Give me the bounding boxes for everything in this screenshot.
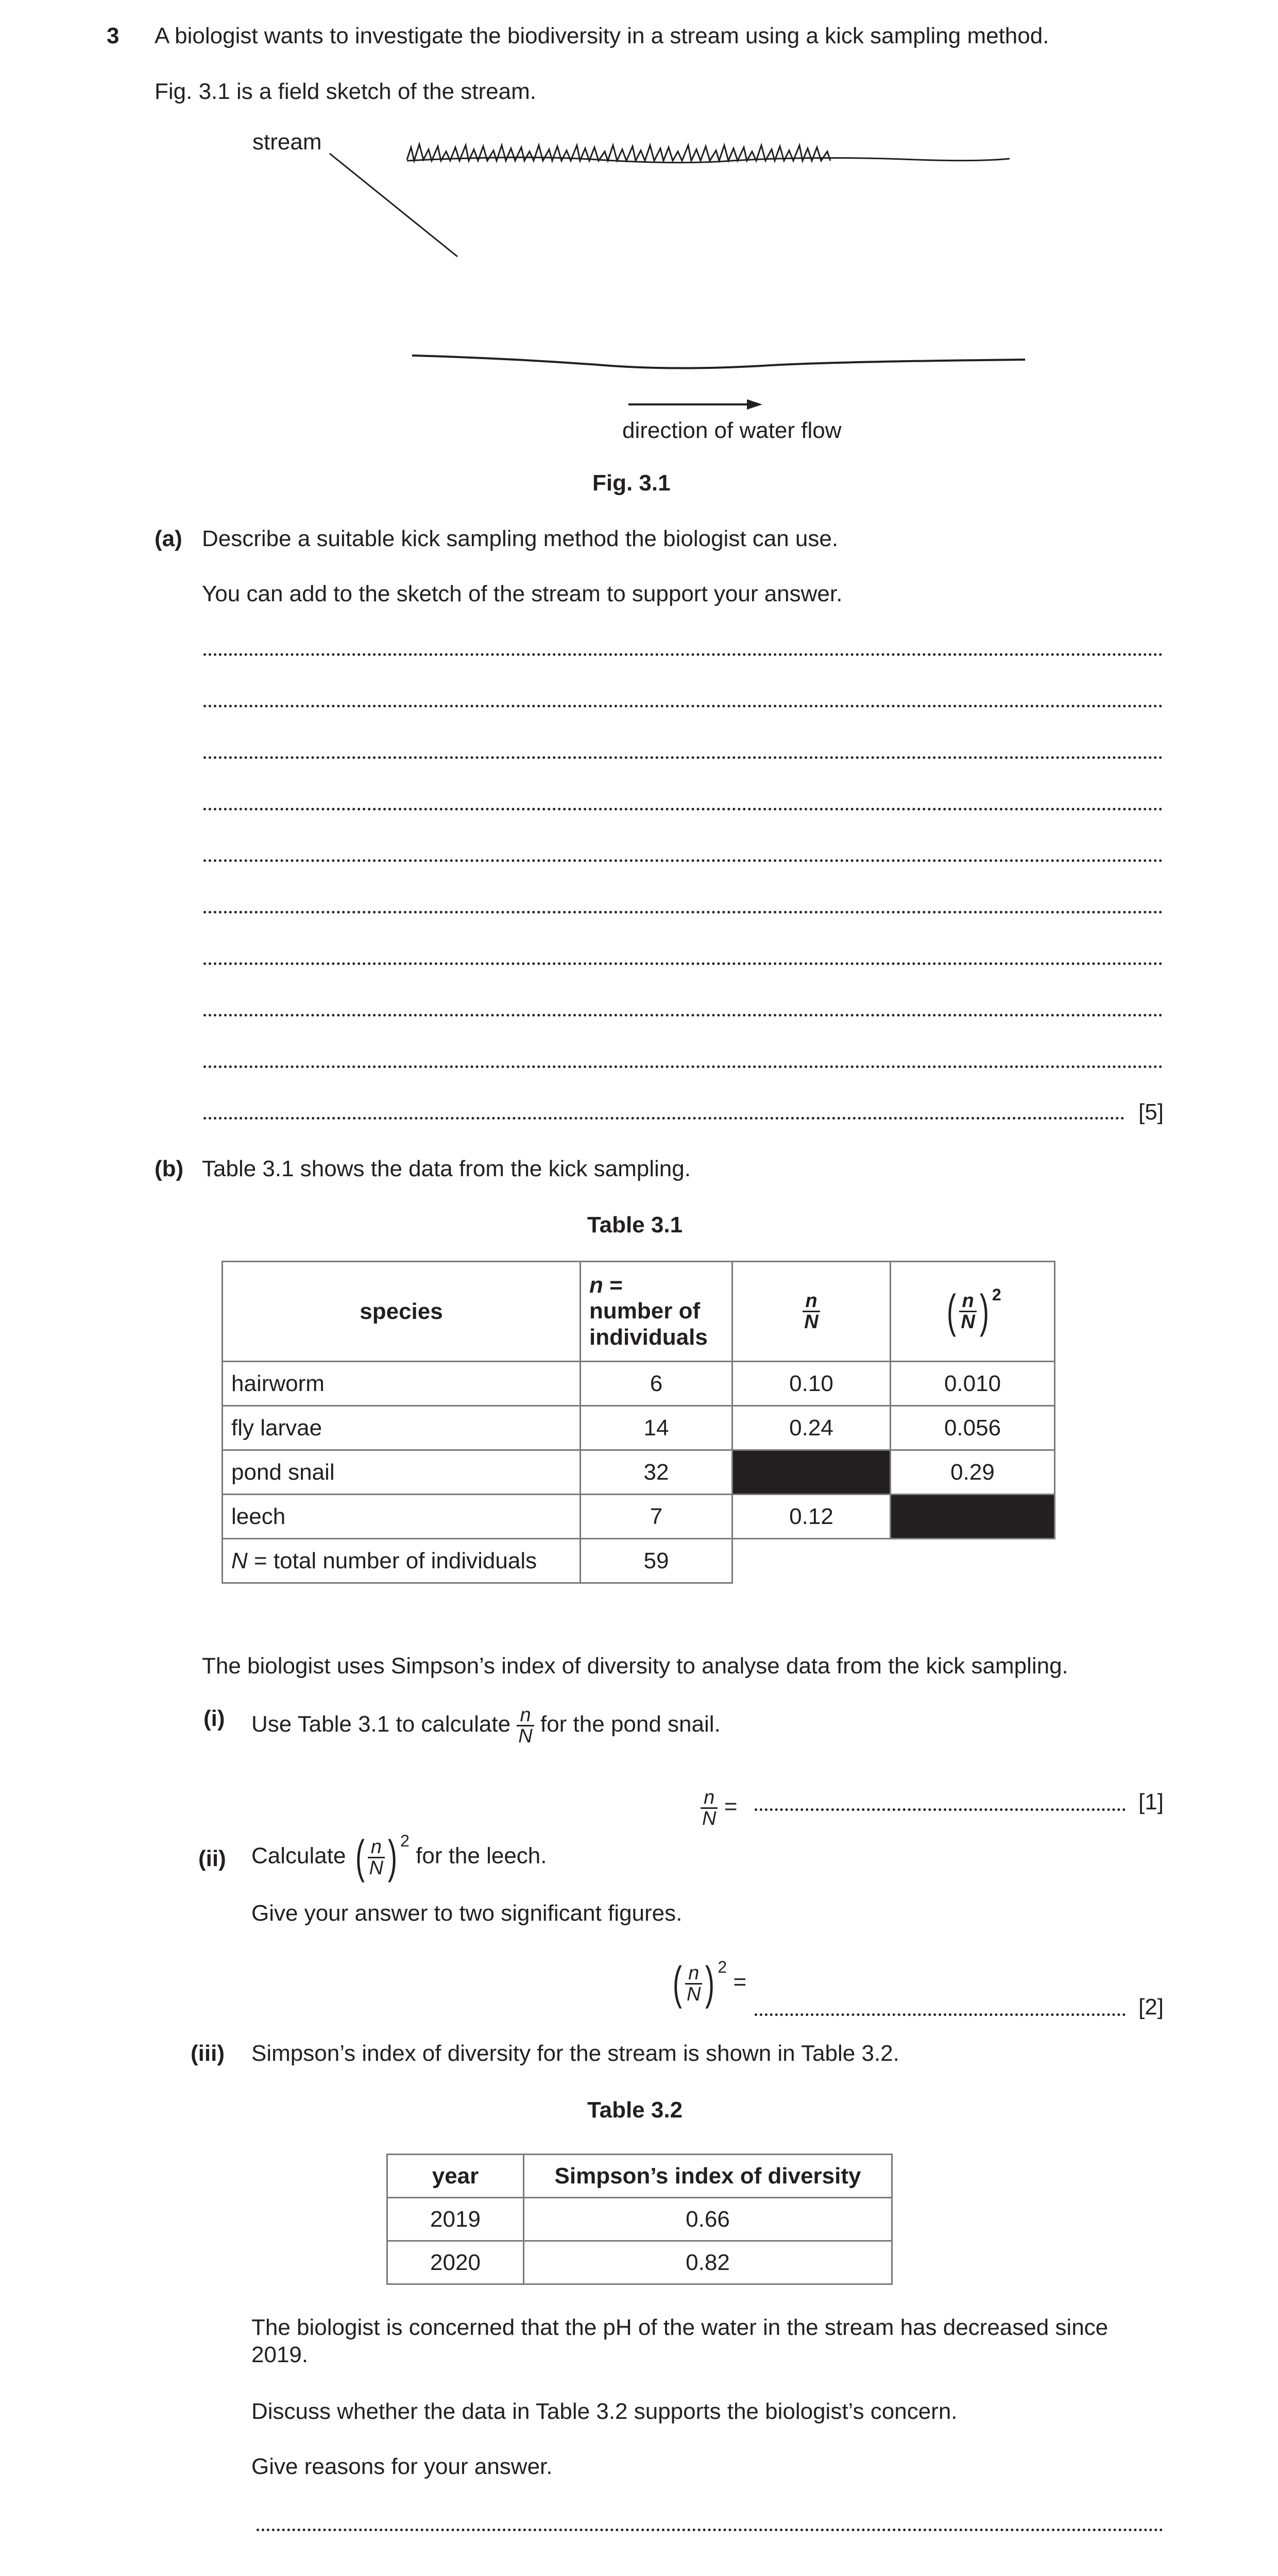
cell-species: leech — [223, 1495, 581, 1539]
header-n-symbol: n — [589, 1272, 603, 1298]
cell-species: pond snail — [223, 1450, 581, 1495]
part-ii-text-before: Calculate — [251, 1843, 346, 1869]
header-n-over-N-squared: ( $\frac{n}{N}$ ) $^2$ — [891, 1262, 1055, 1362]
part-i-text — [251, 1705, 721, 1746]
cell-total-value: 59 — [581, 1539, 732, 1583]
header-n-line3: individuals — [589, 1324, 708, 1350]
table-total-row — [223, 1539, 1055, 1583]
flow-arrowhead — [747, 399, 762, 410]
table-3-1 — [221, 1261, 1055, 1584]
part-a-label: (a) — [155, 526, 182, 551]
frac-den: N — [702, 1808, 717, 1829]
part-i-answer-prefix — [701, 1788, 737, 1828]
cell-year: 2020 — [387, 2241, 524, 2284]
cell-n: 14 — [581, 1406, 732, 1450]
header-n-line2: number of — [589, 1298, 701, 1324]
answer-line-a5[interactable] — [203, 859, 1163, 862]
part-ii-instruction: Give your answer to two significant figures. — [251, 1901, 683, 1926]
cell-frac: 0.24 — [732, 1406, 891, 1450]
cell-year: 2019 — [387, 2198, 524, 2241]
part-iii-reasons: Give reasons for your answer. — [251, 2454, 553, 2479]
frac-den: N — [369, 1857, 384, 1879]
part-ii-text: Calculate ( $\frac{n}{N}$ ) $^2$ for the leech. — [251, 1832, 547, 1883]
table-3-2-title: Table 3.2 — [587, 2097, 683, 2123]
part-a-prompt: Describe a suitable kick sampling method the biologist can use. — [202, 526, 839, 551]
header-n-equals: = — [603, 1272, 623, 1298]
part-ii-marks: [2] — [1138, 1994, 1164, 2020]
answer-line-iii-1[interactable] — [257, 2529, 1163, 2531]
answer-line-ii[interactable] — [755, 2013, 1126, 2016]
part-ii-label: (ii) — [198, 1846, 226, 1871]
frac-num-sq: n — [959, 1291, 976, 1312]
table-row — [223, 1495, 1055, 1539]
squared-exponent: 2 — [718, 1958, 727, 1976]
part-i-marks: [1] — [1138, 1789, 1164, 1815]
header-n-over-N — [732, 1262, 891, 1362]
squared-exponent: 2 — [400, 1832, 410, 1850]
total-label: = total number of individuals — [247, 1548, 537, 1573]
table-3-1-title: Table 3.1 — [587, 1212, 683, 1238]
header-year: year — [387, 2155, 524, 2198]
cell-species: fly larvae — [223, 1406, 581, 1450]
cell-n: 7 — [581, 1495, 732, 1539]
concern-line-2: 2019. — [251, 2342, 309, 2367]
cell-sq-blacked-out — [891, 1495, 1055, 1539]
cell-sq: 0.056 — [891, 1406, 1055, 1450]
table-3-2-header-row — [387, 2155, 892, 2198]
cell-n: 32 — [581, 1450, 732, 1495]
total-symbol: N — [231, 1548, 248, 1573]
cell-sq: 0.29 — [891, 1450, 1055, 1495]
cell-frac: 0.12 — [732, 1495, 891, 1539]
question-intro: A biologist wants to investigate the biodiversity in a stream using a kick sampling method. — [155, 23, 1049, 48]
answer-line-a7[interactable] — [203, 962, 1163, 965]
cell-index: 0.82 — [524, 2241, 892, 2284]
part-a-note: You can add to the sketch of the stream to support your answer. — [202, 581, 843, 606]
cell-species: hairworm — [223, 1362, 581, 1406]
simpson-text: The biologist uses Simpson’s index of diversity to analyse data from the kick sampling. — [202, 1653, 1068, 1679]
answer-line-a6[interactable] — [203, 911, 1163, 913]
answer-line-i[interactable] — [755, 1808, 1126, 1811]
part-ii-answer-prefix: ( $\frac{n}{N}$ ) $^2$ = — [672, 1958, 747, 2009]
frac-den: N — [804, 1311, 819, 1333]
part-iii-discuss: Discuss whether the data in Table 3.2 supports the biologist’s concern. — [251, 2399, 958, 2424]
cell-frac: 0.10 — [732, 1362, 891, 1406]
frac-den: N — [686, 1983, 701, 2005]
answer-line-a8[interactable] — [203, 1014, 1163, 1016]
table-row — [223, 1450, 1055, 1495]
table-row — [223, 1362, 1055, 1406]
part-i-label: (i) — [203, 1706, 225, 1731]
flow-label: direction of water flow — [622, 418, 842, 443]
empty-cell — [891, 1539, 1055, 1583]
part-i-text-after: for the pond snail. — [540, 1711, 721, 1737]
part-b-prompt: Table 3.1 shows the data from the kick sampling. — [202, 1156, 691, 1181]
answer-line-a4[interactable] — [203, 808, 1163, 810]
part-b-label: (b) — [155, 1156, 184, 1181]
answer-line-a3[interactable] — [203, 756, 1163, 759]
frac-num: n — [368, 1837, 385, 1858]
answer-line-a2[interactable] — [203, 705, 1163, 707]
header-species: species — [223, 1262, 581, 1362]
answer-line-a1[interactable] — [203, 653, 1163, 656]
frac-num: n — [803, 1291, 820, 1312]
cell-frac-blacked-out — [732, 1450, 891, 1495]
frac-num: n — [701, 1788, 718, 1809]
part-iii-label: (iii) — [191, 2041, 225, 2066]
answer-line-a10[interactable] — [203, 1117, 1124, 1120]
figure-reference: Fig. 3.1 is a field sketch of the stream. — [155, 79, 536, 104]
stream-label: stream — [252, 129, 322, 155]
cell-total-label — [223, 1539, 581, 1583]
grass-bank — [407, 144, 1010, 163]
stream-sketch — [309, 124, 1041, 443]
frac-num: n — [517, 1705, 534, 1726]
equals-sign: = — [724, 1794, 738, 1820]
header-n — [581, 1262, 732, 1362]
stream-label-pointer — [330, 154, 457, 257]
cell-sq: 0.010 — [891, 1362, 1055, 1406]
figure-caption: Fig. 3.1 — [592, 470, 671, 496]
part-i-text-before: Use Table 3.1 to calculate — [251, 1711, 511, 1737]
part-iii-prompt: Simpson’s index of diversity for the stream is shown in Table 3.2. — [251, 2041, 899, 2066]
cell-index: 0.66 — [524, 2198, 892, 2241]
question-number: 3 — [107, 23, 120, 48]
frac-num: n — [685, 1963, 702, 1985]
squared-exponent: 2 — [992, 1285, 1001, 1304]
table-row — [223, 1406, 1055, 1450]
table-row — [387, 2241, 892, 2284]
stream-bank-lower — [412, 355, 1025, 368]
answer-line-a9[interactable] — [203, 1065, 1163, 1068]
cell-n: 6 — [581, 1362, 732, 1406]
equals-sign: = — [733, 1969, 747, 1995]
concern-line-1: The biologist is concerned that the pH of the water in the stream has decreased since — [251, 2315, 1109, 2340]
table-row — [387, 2198, 892, 2241]
table-3-2 — [386, 2154, 893, 2285]
empty-cell — [732, 1539, 891, 1583]
frac-den-sq: N — [961, 1311, 975, 1333]
header-simpson-index: Simpson’s index of diversity — [524, 2155, 892, 2198]
frac-den: N — [518, 1725, 533, 1747]
part-ii-text-after: for the leech. — [416, 1843, 547, 1869]
table-3-1-header-row — [223, 1262, 1055, 1362]
part-a-marks: [5] — [1138, 1099, 1164, 1125]
